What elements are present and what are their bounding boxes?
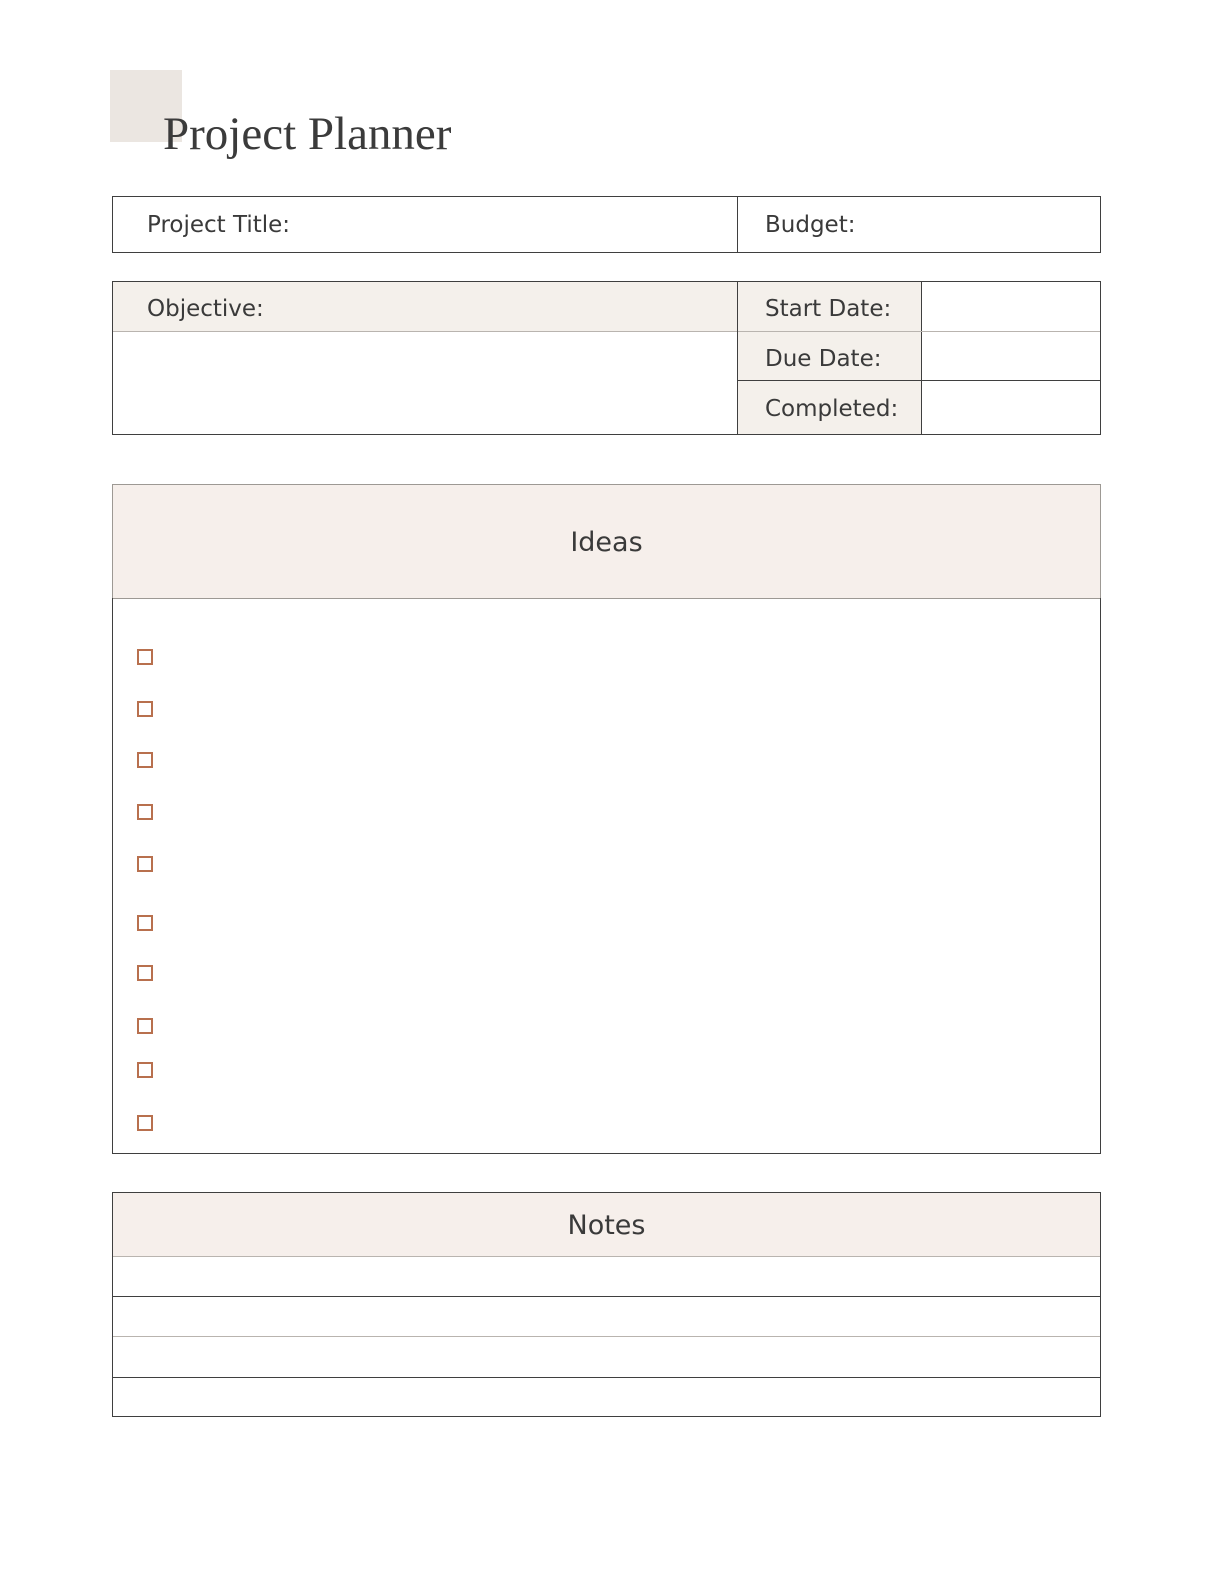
notes-heading: Notes [567,1210,646,1241]
idea-checkbox[interactable] [137,1062,153,1078]
idea-checkbox[interactable] [137,804,153,820]
project-title-label: Project Title: [147,212,291,238]
page-title: Project Planner [163,108,452,160]
notes-box [112,1192,1101,1417]
idea-checkbox[interactable] [137,915,153,931]
objective-dates-box [112,281,1101,435]
objective-label: Objective: [147,296,264,322]
divider [113,1256,1100,1257]
divider [113,331,737,332]
ideas-heading: Ideas [570,527,643,558]
note-line [113,1377,1100,1378]
due-date-label: Due Date: [765,346,882,372]
ideas-list [112,598,1101,1154]
divider [737,197,738,252]
idea-checkbox[interactable] [137,1018,153,1034]
idea-checkbox[interactable] [137,965,153,981]
divider [738,380,1100,381]
divider [921,282,922,434]
budget-label: Budget: [765,212,856,238]
idea-checkbox[interactable] [137,752,153,768]
divider [738,331,1100,332]
note-line [113,1296,1100,1297]
note-line [113,1336,1100,1337]
start-date-label: Start Date: [765,296,892,322]
completed-label: Completed: [765,396,899,422]
divider [737,282,738,434]
idea-checkbox[interactable] [137,701,153,717]
idea-checkbox[interactable] [137,649,153,665]
title-budget-box [112,196,1101,253]
idea-checkbox[interactable] [137,1115,153,1131]
ideas-header [112,484,1101,599]
idea-checkbox[interactable] [137,856,153,872]
